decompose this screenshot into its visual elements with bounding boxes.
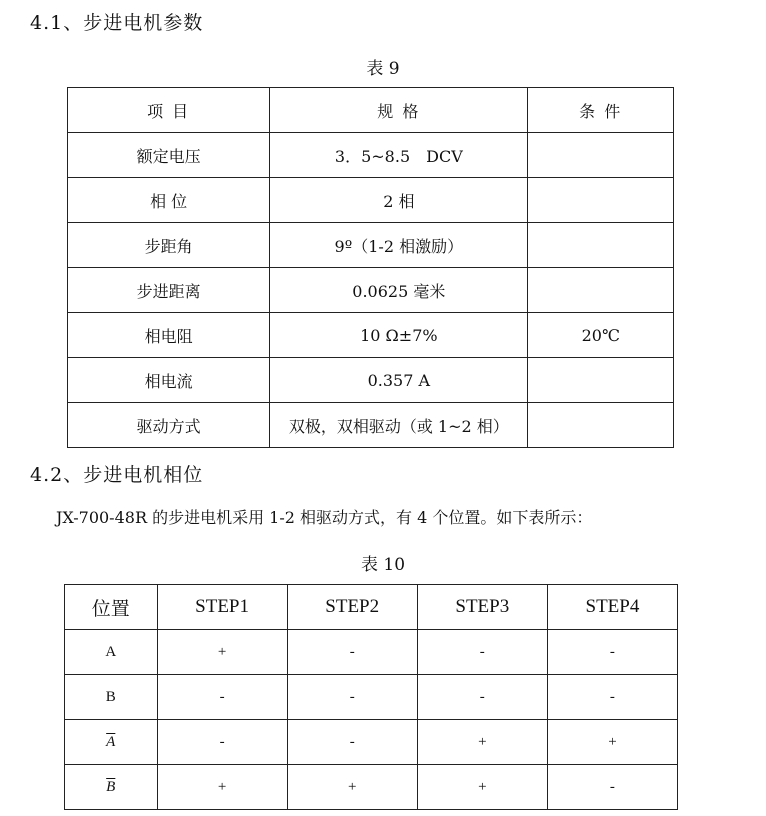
phase-label-a-bar — [65, 720, 158, 765]
table-row — [65, 675, 678, 720]
table-cell: 双极，双相驱动（或 1~2 相） — [270, 403, 528, 448]
table-row — [65, 720, 678, 765]
table-cell: - — [287, 720, 417, 765]
table-cell: - — [547, 630, 677, 675]
table-cell — [528, 268, 674, 313]
table-cell: 20℃ — [528, 313, 674, 358]
table-cell: 0.357 A — [270, 358, 528, 403]
table-row — [68, 313, 674, 358]
table-cell: 步进距离 — [68, 268, 270, 313]
table-header-row — [65, 585, 678, 630]
table-row — [68, 403, 674, 448]
table-cell: + — [157, 630, 287, 675]
table-cell: 步距角 — [68, 223, 270, 268]
overlined-phase-label: $\overline{A}$ — [106, 733, 116, 750]
header-step4: STEP4 — [547, 585, 677, 630]
table-cell: + — [547, 720, 677, 765]
table-cell: - — [157, 720, 287, 765]
table10-caption: 表 10 — [360, 555, 406, 575]
table-cell: - — [287, 630, 417, 675]
table-cell: 额定电压 — [68, 133, 270, 178]
table-cell — [528, 223, 674, 268]
table-header-row — [68, 88, 674, 133]
table-cell: - — [157, 675, 287, 720]
table-row — [68, 133, 674, 178]
table9-caption: 表 9 — [366, 59, 400, 79]
table-row — [68, 223, 674, 268]
table-cell — [528, 403, 674, 448]
table-cell: - — [287, 675, 417, 720]
table-row — [68, 178, 674, 223]
table-cell: + — [417, 765, 547, 810]
motor-phase-table — [64, 584, 678, 810]
table-cell: 9º（1-2 相激励） — [270, 223, 528, 268]
table-cell — [528, 133, 674, 178]
phase-description-paragraph: JX-700-48R 的步进电机采用 1-2 相驱动方式，有 4 个位置。如下表所示： — [56, 508, 593, 527]
table-cell: - — [547, 765, 677, 810]
table-row — [65, 765, 678, 810]
header-step1: STEP1 — [157, 585, 287, 630]
table-cell — [528, 358, 674, 403]
table-cell: 驱动方式 — [68, 403, 270, 448]
phase-label: A — [65, 630, 158, 675]
table-cell: + — [287, 765, 417, 810]
table-cell: 相 位 — [68, 178, 270, 223]
table-row — [65, 630, 678, 675]
header-condition: 条 件 — [528, 88, 674, 133]
table-cell: 0.0625 毫米 — [270, 268, 528, 313]
table-cell: 相电流 — [68, 358, 270, 403]
overlined-phase-label: $\overline{B}$ — [106, 778, 116, 795]
table-cell: - — [547, 675, 677, 720]
header-step3: STEP3 — [417, 585, 547, 630]
table-cell: + — [417, 720, 547, 765]
header-position: 位置 — [65, 585, 158, 630]
table-cell: 10 Ω±7% — [270, 313, 528, 358]
table-row — [68, 268, 674, 313]
motor-parameters-table — [67, 87, 674, 448]
table-cell — [528, 178, 674, 223]
header-step2: STEP2 — [287, 585, 417, 630]
table-cell: + — [157, 765, 287, 810]
phase-label-b-bar — [65, 765, 158, 810]
header-spec: 规 格 — [270, 88, 528, 133]
table-cell: 2 相 — [270, 178, 528, 223]
table-cell: - — [417, 630, 547, 675]
phase-label: B — [65, 675, 158, 720]
header-item: 项 目 — [68, 88, 270, 133]
section-heading-motor-parameters: 4.1、步进电机参数 — [30, 12, 204, 34]
table-cell: - — [417, 675, 547, 720]
table-cell: 3．5~8.5 DCV — [270, 133, 528, 178]
table-cell: 相电阻 — [68, 313, 270, 358]
table-row — [68, 358, 674, 403]
section-heading-motor-phase: 4.2、步进电机相位 — [30, 464, 204, 486]
